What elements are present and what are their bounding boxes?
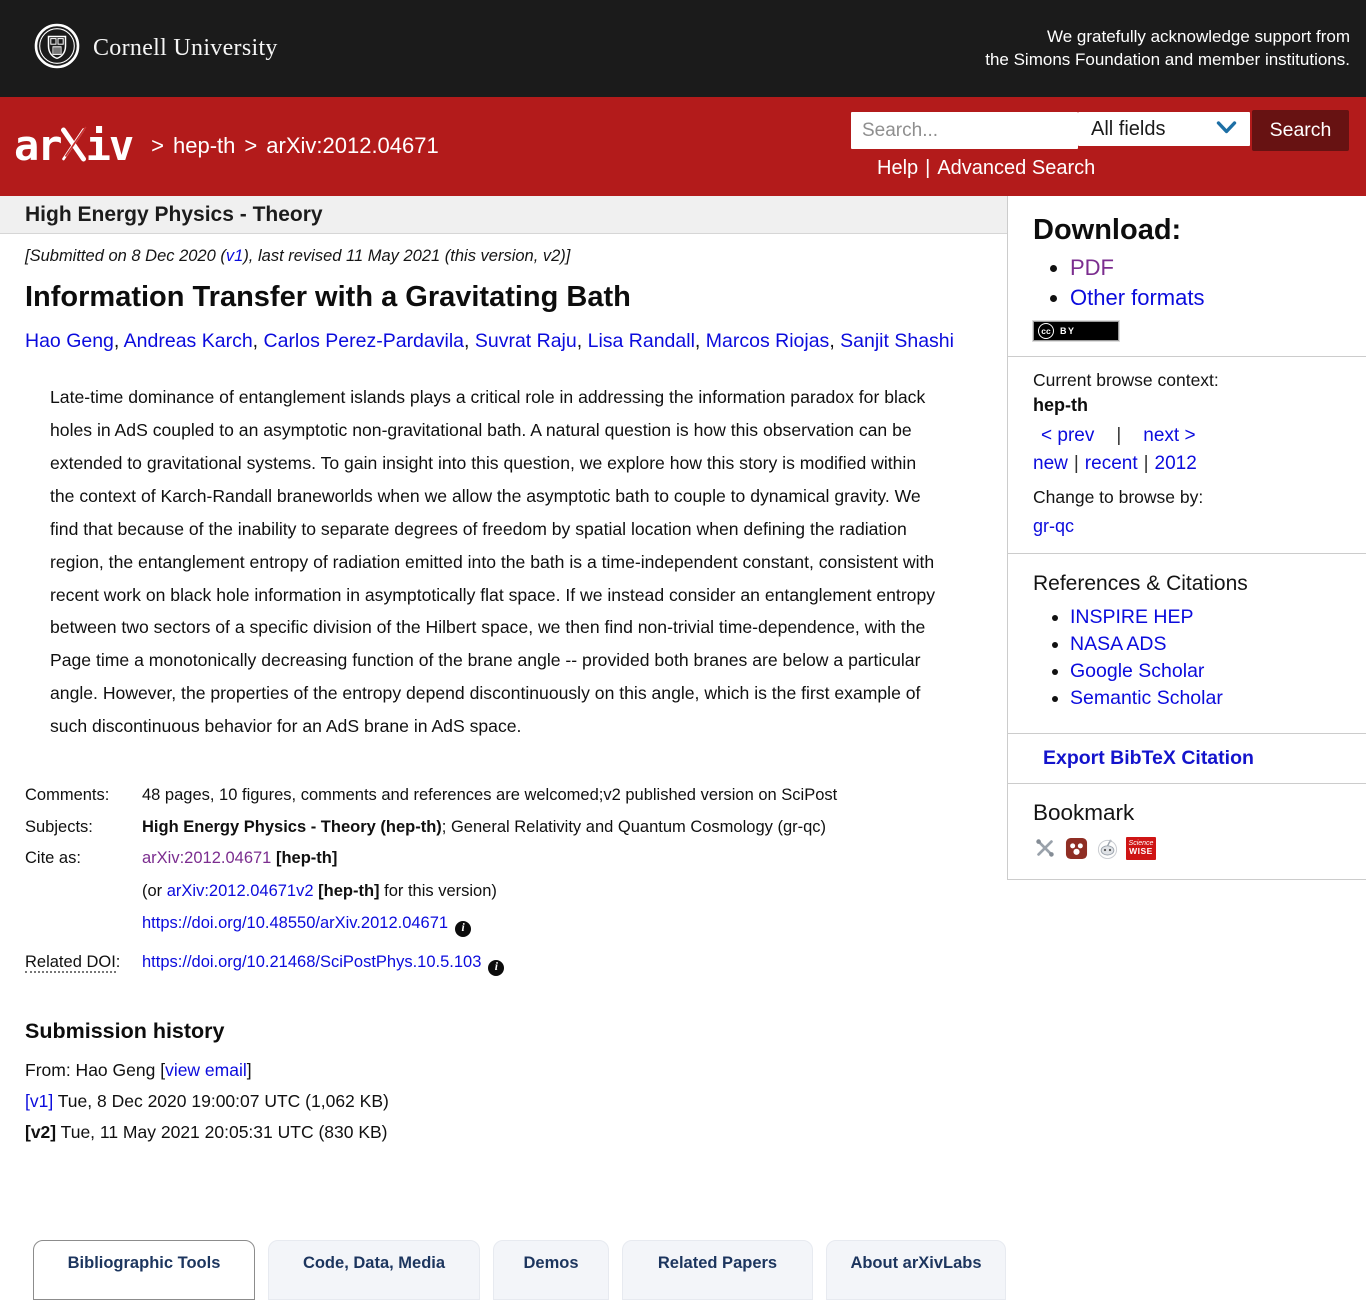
listing-link-recent[interactable]: recent — [1084, 453, 1138, 474]
reddit-icon[interactable] — [1095, 836, 1119, 860]
sciencewise-icon[interactable] — [1126, 837, 1156, 860]
doi-link[interactable]: https://doi.org/10.48550/arXiv.2012.04671 — [142, 914, 449, 933]
support-acknowledgement — [985, 26, 1350, 71]
submission-dateline — [25, 247, 977, 266]
cornell-wordmark[interactable]: Cornell University — [93, 35, 278, 61]
tab-code-data-media[interactable] — [268, 1240, 480, 1300]
tab-demos[interactable] — [493, 1240, 609, 1300]
related-doi-colon: : — [115, 953, 121, 972]
download-links — [1033, 255, 1346, 311]
tab-label: Code, Data, Media — [302, 1254, 446, 1272]
related-doi-link[interactable]: https://doi.org/10.21468/SciPostPhys.10.5.103 — [142, 953, 482, 972]
field-selector[interactable] — [1078, 112, 1250, 146]
related-doi-label — [25, 947, 142, 979]
sciencewise-line1: Science — [1128, 840, 1154, 848]
metadata-table — [25, 780, 837, 979]
change-browse-label: Change to browse by: — [1033, 487, 1204, 507]
cite-alt-pre: (or — [142, 881, 167, 900]
cite-as-row — [25, 843, 837, 947]
related-doi-row — [25, 947, 837, 979]
cornell-seal-icon — [34, 23, 80, 74]
paper-title: Information Transfer with a Gravitating Bath — [25, 281, 631, 313]
author-separator: , — [829, 330, 841, 352]
mendeley-icon[interactable] — [1064, 836, 1088, 860]
primary-subject: High Energy Physics - Theory (hep-th) — [142, 817, 442, 836]
version-row — [25, 1117, 977, 1148]
current-version-label: [v2] — [25, 1122, 57, 1143]
help-link[interactable]: Help — [877, 157, 919, 179]
pipe-divider: | — [925, 157, 931, 179]
reference-list-item — [1070, 633, 1346, 656]
pipe-divider: | — [1116, 425, 1122, 446]
info-icon[interactable]: i — [488, 960, 504, 976]
abstract-text: Late-time dominance of entanglement islands plays a critical role in addressing the information paradox for black holes in AdS coupled to an asymptotic non-gravitational bath. A natural question is how this observation can be extended to gravitational systems. To gain insight into this question, we explore how this story is modified within the context of Karch-Randall braneworlds when we allow the asymptotic bath to couple to dynamical gravity. We find that because of the inability to separate degrees of freedom by spatial location when defining the radiation region, the entanglement entropy of radiation emitted into the bath is a time-independent constant, consistent with recent work on black hole information in asymptotically flat space. If we instead consider an entanglement entropy between two sectors of a specific division of the Hilbert space, we then find non-trivial time-dependence, with the Page time a monotonically decreasing function of the brane angle -- provided both branes are below a particular angle. However, the properties of the entropy depend discontinuously on this angle, which is the first example of such discontinuous behavior for an AdS brane in AdS space. — [50, 387, 936, 737]
arxiv-logo-chi-icon — [60, 123, 87, 172]
author-link[interactable]: Marcos Riojas — [705, 330, 830, 352]
author-link[interactable]: Lisa Randall — [587, 330, 695, 352]
bookmark-section — [1008, 784, 1366, 880]
author-link[interactable]: Andreas Karch — [123, 330, 253, 352]
download-list-item — [1070, 285, 1346, 311]
view-email-link[interactable]: view email — [165, 1060, 247, 1081]
breadcrumb-separator: > — [244, 132, 258, 158]
comments-row — [25, 780, 837, 812]
export-bibtex-link[interactable]: Export BibTeX Citation — [1043, 747, 1254, 769]
tab-label: About arXivLabs — [850, 1254, 982, 1272]
arxiv-logo-iv: iv — [85, 121, 133, 170]
arxiv-id-link[interactable]: arXiv:2012.04671 — [142, 849, 272, 868]
version-link[interactable]: [v1] — [25, 1091, 54, 1112]
google-scholar-link[interactable]: Google Scholar — [1070, 660, 1205, 682]
dateline-pre: [Submitted on 8 Dec 2020 ( — [25, 247, 226, 265]
listing-nav — [1033, 453, 1346, 475]
support-line-1: We gratefully acknowledge support from — [1046, 26, 1350, 46]
nasa-ads-link[interactable]: NASA ADS — [1070, 633, 1167, 655]
main-column — [0, 196, 1007, 1148]
cc-icon: cc — [1038, 323, 1054, 339]
v1-dateline-link[interactable]: v1 — [225, 247, 244, 265]
download-heading: Download: — [1033, 214, 1182, 246]
author-separator: , — [464, 330, 475, 352]
search-button[interactable]: Search — [1252, 110, 1349, 151]
support-line-2: the Simons Foundation and member institutions. — [985, 49, 1350, 69]
comments-value: 48 pages, 10 figures, comments and references are welcomed;v2 published version on SciPost — [142, 785, 838, 804]
cite-as-label: Cite as: — [25, 849, 81, 868]
authors-list — [25, 326, 985, 357]
chevron-down-icon — [1216, 118, 1237, 141]
arxiv-logo-ar: ar — [14, 121, 61, 170]
subjects-value — [142, 812, 837, 844]
subjects-row — [25, 812, 837, 844]
author-link[interactable]: Sanjit Shashi — [840, 330, 954, 352]
browse-context-value: hep-th — [1033, 395, 1088, 415]
tab-label: Bibliographic Tools — [67, 1254, 221, 1272]
arxiv-logo[interactable] — [14, 121, 132, 170]
sciencewise-line2: WISE — [1129, 846, 1153, 857]
tab-related-papers[interactable] — [622, 1240, 813, 1300]
breadcrumb-category-link[interactable]: hep-th — [173, 132, 236, 158]
download-list-item — [1070, 255, 1346, 281]
arxiv-banner — [0, 97, 1366, 196]
secondary-subject: ; General Relativity and Quantum Cosmology (gr-qc) — [441, 817, 827, 836]
field-selector-value: All fields — [1091, 117, 1166, 140]
gr-qc-link[interactable]: gr-qc — [1033, 516, 1075, 536]
inspire-hep-link[interactable]: INSPIRE HEP — [1070, 606, 1194, 628]
info-icon[interactable]: i — [455, 921, 471, 937]
reference-list-item — [1070, 606, 1346, 629]
tab-label: Related Papers — [657, 1254, 778, 1272]
browse-context-section — [1008, 357, 1366, 554]
next-link[interactable]: next > — [1143, 425, 1196, 446]
download-section — [1008, 196, 1366, 357]
from-pre: From: Hao Geng [ — [25, 1060, 166, 1081]
author-separator: , — [113, 330, 124, 352]
cite-as-value — [142, 843, 837, 947]
download-pdf-link[interactable]: PDF — [1070, 255, 1114, 280]
cc-by-license-badge[interactable] — [1033, 321, 1119, 341]
author-separator: , — [576, 330, 588, 352]
arxiv-id-v2-link[interactable]: arXiv:2012.04671v2 — [166, 881, 314, 900]
subject-band: High Energy Physics - Theory — [0, 196, 1007, 234]
submission-history-heading: Submission history — [25, 1019, 225, 1044]
author-link[interactable]: Suvrat Raju — [474, 330, 577, 352]
bookmark-heading: Bookmark — [1033, 800, 1135, 825]
breadcrumb-separator: > — [151, 132, 165, 158]
semantic-scholar-link[interactable]: Semantic Scholar — [1070, 687, 1223, 709]
citeulike-icon[interactable] — [1033, 836, 1057, 860]
pipe-divider: | — [1143, 453, 1149, 474]
prev-link[interactable]: < prev — [1041, 425, 1095, 446]
reference-list-item — [1070, 660, 1346, 683]
cite-category-v2: [hep-th] — [318, 881, 380, 900]
references-heading: References & Citations — [1033, 572, 1248, 595]
dateline-post: ), last revised 11 May 2021 (this version, v2)] — [243, 247, 571, 265]
breadcrumb-paper-id: arXiv:2012.04671 — [266, 132, 439, 158]
arxivlabs-tabs — [33, 1240, 1006, 1300]
pipe-divider: | — [1073, 453, 1079, 474]
search-input[interactable] — [851, 112, 1078, 149]
sidebar — [1007, 196, 1366, 880]
version-info: Tue, 11 May 2021 20:05:31 UTC (830 KB) — [56, 1122, 388, 1143]
related-doi-abbr: Related DOI — [25, 953, 116, 972]
bookmark-icons — [1033, 836, 1346, 866]
search-help-row — [877, 157, 1095, 180]
breadcrumb — [142, 133, 439, 159]
top-banner — [0, 0, 1366, 97]
tab-label: Demos — [523, 1254, 579, 1272]
reference-links — [1033, 606, 1346, 710]
author-link[interactable]: Hao Geng — [25, 330, 114, 352]
from-post: ] — [246, 1060, 252, 1081]
download-other-formats-link[interactable]: Other formats — [1070, 285, 1205, 310]
browse-context-label: Current browse context: — [1033, 370, 1219, 390]
tab-bibliographic-tools[interactable] — [33, 1240, 255, 1300]
listing-link-2012[interactable]: 2012 — [1154, 453, 1197, 474]
cc-by-label: BY — [1060, 326, 1076, 336]
related-doi-value — [142, 947, 837, 979]
listing-link-new[interactable]: new — [1033, 453, 1068, 474]
tab-about-arxivlabs[interactable] — [826, 1240, 1006, 1300]
author-link[interactable]: Carlos Perez-Pardavila — [263, 330, 465, 352]
advanced-search-link[interactable]: Advanced Search — [937, 157, 1096, 179]
references-section — [1008, 554, 1366, 734]
author-separator: , — [252, 330, 264, 352]
author-separator: , — [694, 330, 706, 352]
subjects-label: Subjects: — [25, 817, 93, 836]
prev-next-nav — [1033, 425, 1346, 447]
cite-category: [hep-th] — [275, 849, 338, 868]
export-bibtex-section — [1008, 734, 1366, 784]
version-list — [25, 1086, 977, 1148]
submitter-line — [25, 1055, 977, 1086]
cite-alt-post: for this version) — [379, 881, 497, 900]
reference-list-item — [1070, 687, 1346, 710]
version-row — [25, 1086, 977, 1117]
comments-label: Comments: — [25, 785, 110, 804]
version-info: Tue, 8 Dec 2020 19:00:07 UTC (1,062 KB) — [53, 1091, 389, 1112]
cornell-logo[interactable] — [34, 23, 278, 74]
